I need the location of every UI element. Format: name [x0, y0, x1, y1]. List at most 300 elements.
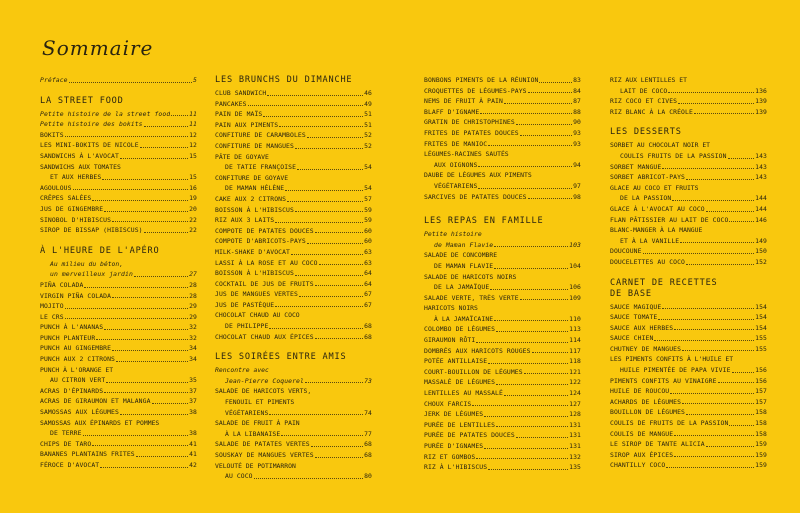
toc-entry-page: 63 — [364, 258, 372, 267]
leader-dots — [144, 232, 188, 233]
toc-entry[interactable] — [40, 333, 197, 344]
toc-entry-label: BONBONS PIMENTS DE LA RÉUNION — [424, 76, 539, 84]
toc-entry-label: CROQUETTES DE LÉGUMES-PAYS — [424, 86, 527, 95]
toc-entry[interactable] — [610, 162, 767, 173]
toc-entry-line[interactable]: SANDWICHS AUX TOMATES — [40, 162, 121, 171]
toc-entry-page: 155 — [755, 344, 767, 353]
toc-entry[interactable] — [40, 183, 197, 194]
toc-entry[interactable] — [40, 109, 197, 120]
leader-dots — [295, 148, 363, 149]
toc-entry-preface[interactable]: Préface 5 — [40, 76, 197, 84]
leader-dots — [694, 113, 754, 114]
toc-entry[interactable] — [215, 226, 372, 237]
toc-entry-page: 118 — [569, 357, 581, 366]
toc-entry[interactable] — [610, 376, 767, 387]
leader-dots — [291, 254, 363, 255]
leader-dots — [496, 426, 568, 427]
section-heading-apero: À L'HEURE DE L'APÉRO — [40, 245, 160, 256]
leader-dots — [287, 201, 363, 202]
toc-entry-label: Petite histoire des bokits — [40, 120, 143, 129]
leader-dots — [112, 297, 188, 298]
leader-dots — [480, 113, 572, 114]
toc-entry-label: GLACE À L'AVOCAT AU COCO — [610, 204, 705, 213]
toc-entry-page: 90 — [573, 118, 581, 127]
toc-entry[interactable] — [424, 377, 581, 388]
toc-entry-label: SOUSKAY DE MANGUES VERTES — [215, 451, 314, 459]
toc-entry-label: DOUCOUNE — [610, 247, 642, 256]
toc-entry-label: DOMBRÉS AUX HARICOTS ROUGES — [424, 346, 531, 355]
leader-dots — [678, 103, 754, 104]
toc-entry-page: 87 — [573, 97, 581, 106]
toc-entry-line[interactable]: SALADE DE CONCOMBRE — [424, 251, 498, 260]
toc-entry[interactable] — [610, 96, 767, 107]
toc-entry-label: CHANTILLY COCO — [610, 461, 666, 470]
toc-entry-page: 59 — [364, 216, 372, 225]
toc-entry-page: 114 — [569, 336, 581, 345]
leader-dots — [706, 211, 754, 212]
toc-entry-line[interactable]: PÂTE DE GOYAVE — [215, 152, 269, 161]
toc-entry[interactable] — [215, 236, 372, 247]
toc-entry[interactable] — [40, 291, 197, 302]
toc-entry-label: SORBET ABRICOT-PAYS — [610, 173, 686, 182]
toc-entry[interactable] — [424, 293, 581, 304]
toc-entry-label: PANCAKES — [215, 99, 247, 108]
toc-entry[interactable]: AU CITRON VERT 35 — [50, 376, 197, 385]
toc-entry-label: SINOBOL D'HIBISCUS — [40, 215, 112, 224]
leader-dots — [120, 414, 188, 415]
brunchs-entries — [215, 88, 372, 152]
toc-entry[interactable] — [424, 409, 581, 420]
toc-entry[interactable] — [40, 386, 197, 397]
toc-entry-line[interactable]: FENOUIL ET PIMENTS — [225, 398, 295, 407]
toc-subtitle-line: Au milieu du béton, — [50, 259, 124, 268]
toc-entry[interactable] — [424, 324, 581, 335]
toc-entry-page: 158 — [755, 429, 767, 438]
toc-entry[interactable]: DE LA PASSION 144 — [620, 194, 767, 203]
leader-dots — [144, 126, 188, 127]
toc-entry[interactable] — [424, 128, 581, 139]
toc-entry-page: 41 — [189, 439, 197, 448]
toc-entry-line[interactable]: SALADE DE FRUIT À PAIN — [215, 419, 300, 428]
toc-entry[interactable] — [424, 96, 581, 107]
toc-entry[interactable]: DE TATIE FRANÇOISE 54 — [225, 163, 372, 172]
leader-dots — [520, 135, 572, 136]
toc-entry[interactable] — [40, 193, 197, 204]
toc-entry[interactable] — [215, 141, 372, 152]
leader-dots — [658, 319, 754, 320]
toc-entry-page: 68 — [364, 440, 372, 449]
toc-entry-line[interactable]: SALADE DE HARICOTS NOIRS — [424, 272, 517, 281]
toc-column-4 — [610, 75, 767, 471]
toc-entry[interactable] — [215, 120, 372, 131]
toc-entry-page: 51 — [364, 110, 372, 119]
toc-entry[interactable] — [424, 86, 581, 97]
toc-entry-label: CLUB SANDWICH — [215, 89, 267, 97]
toc-entry[interactable] — [424, 388, 581, 399]
leader-dots — [248, 105, 364, 106]
toc-entry[interactable] — [610, 429, 767, 440]
toc-entry[interactable] — [40, 407, 197, 418]
toc-entry-page: 131 — [569, 420, 581, 429]
toc-entry[interactable] — [215, 99, 372, 110]
leader-dots — [686, 264, 754, 265]
brunchs-entries-2 — [215, 194, 372, 311]
toc-entry-page: 22 — [189, 226, 197, 235]
toc-entry-page: 11 — [189, 120, 197, 129]
toc-entry[interactable] — [424, 441, 581, 452]
toc-entry-line[interactable]: GLACE AU COCO ET FRUITS — [610, 183, 699, 192]
toc-entry-label: FRITES DE MANIOC — [424, 139, 488, 148]
carnet-entries-2 — [610, 376, 767, 471]
toc-entry-label: RIZ AUX 3 LAITS — [215, 216, 275, 225]
leader-dots — [682, 350, 754, 351]
toc-entry-page: 124 — [569, 389, 581, 398]
toc-entry[interactable] — [40, 312, 197, 323]
toc-entry-label: PUNCH AUX 2 CITRONS — [40, 355, 116, 364]
toc-entry-page: 52 — [364, 141, 372, 150]
toc-entry[interactable] — [40, 119, 197, 130]
desserts-entries-2 — [610, 204, 767, 225]
toc-entry-page: 16 — [189, 183, 197, 192]
leader-dots — [488, 145, 572, 146]
toc-entry[interactable] — [424, 430, 581, 441]
leader-dots — [524, 373, 568, 374]
toc-entry[interactable]: HUILE PIMENTÉE DE PAPA VIVIE 156 — [620, 366, 767, 375]
toc-entry[interactable] — [215, 215, 372, 226]
toc-entry-page: 154 — [755, 302, 767, 311]
toc-entry-apero-story[interactable]: un merveilleux jardin 27 — [50, 270, 197, 279]
toc-entry[interactable]: AU COCO 80 — [225, 472, 372, 481]
toc-entry[interactable]: DE PHILIPPE 68 — [225, 322, 372, 331]
toc-entry[interactable]: VÉGÉTARIENS 74 — [225, 408, 372, 417]
leader-dots — [528, 198, 572, 199]
leader-dots — [65, 308, 188, 309]
toc-entry-label: PURÉE D'IGNAMES — [424, 442, 484, 450]
toc-entry-page: 159 — [755, 450, 767, 459]
toc-entry[interactable] — [40, 225, 197, 236]
toc-entry-label: SAUCE CHIEN — [610, 334, 654, 343]
toc-entry[interactable]: DE TERRE 38 — [50, 429, 197, 438]
leader-dots — [539, 82, 572, 83]
toc-entry-page: 122 — [569, 378, 581, 387]
apero-entries-2 — [40, 386, 197, 418]
leader-dots — [275, 222, 363, 223]
toc-entry-line[interactable]: DAUBE DE LÉGUMES AUX PIMENTS — [424, 171, 532, 180]
leader-dots — [307, 243, 363, 244]
toc-entry[interactable] — [215, 439, 372, 450]
leader-dots — [279, 126, 363, 127]
toc-subtitle-line: Petite histoire — [424, 230, 482, 239]
toc-entry[interactable]: À LA JAMAÏCAINE 110 — [434, 314, 581, 323]
toc-entry[interactable] — [40, 151, 197, 162]
toc-entry-line[interactable]: CONFITURE DE GOYAVE — [215, 173, 289, 182]
toc-entry[interactable]: VÉGÉTARIENS 97 — [434, 181, 581, 190]
toc-entry-label: PUNCH PLANTEUR — [40, 333, 96, 342]
toc-entry[interactable] — [610, 107, 767, 118]
toc-entry-label: PIMENTS CONFITS AU VINAIGRE — [610, 376, 717, 385]
toc-entry[interactable] — [610, 397, 767, 408]
leader-dots — [666, 467, 754, 468]
leader-dots — [104, 329, 188, 330]
toc-entry-page: 156 — [755, 376, 767, 385]
toc-entry-line[interactable]: HARICOTS NOIRS — [424, 304, 478, 313]
toc-entry-label: LES MINI-BOKITS DE NICOLE — [40, 141, 139, 150]
toc-entry[interactable] — [424, 107, 581, 118]
toc-entry-page: 67 — [364, 300, 372, 309]
toc-entry-page: 41 — [189, 450, 197, 459]
toc-entry[interactable] — [610, 257, 767, 268]
toc-entry-page: 113 — [569, 325, 581, 334]
section-heading-soirees: LES SOIRÉES ENTRE AMIS — [215, 352, 347, 363]
toc-entry-page: 20 — [189, 204, 197, 213]
toc-entry[interactable]: ET À LA VANILLE 149 — [620, 236, 767, 245]
toc-entry-page: 159 — [755, 440, 767, 449]
toc-entry[interactable] — [215, 88, 372, 99]
toc-entry[interactable] — [610, 407, 767, 418]
toc-entry[interactable] — [424, 139, 581, 150]
toc-entry-page: 144 — [755, 204, 767, 213]
toc-entry-page: 98 — [573, 192, 581, 201]
toc-entry[interactable] — [424, 420, 581, 431]
toc-entry[interactable] — [610, 344, 767, 355]
toc-entry[interactable]: DE MAMAN HÉLÈNE 54 — [225, 184, 372, 193]
toc-entry-line[interactable]: CHOCOLAT CHAUD AU COCO — [215, 311, 300, 320]
toc-entry-page: 154 — [755, 323, 767, 332]
toc-entry-label: RIZ À L'HIBISCUS — [424, 463, 488, 472]
toc-entry[interactable] — [215, 194, 372, 205]
toc-entry[interactable] — [424, 75, 581, 86]
toc-entry-page: 109 — [569, 293, 581, 302]
toc-entry[interactable]: COULIS FRUITS DE LA PASSION 143 — [620, 151, 767, 160]
leader-dots — [65, 318, 188, 319]
toc-entry[interactable] — [40, 460, 197, 471]
toc-entry[interactable] — [40, 449, 197, 460]
toc-entry[interactable] — [610, 172, 767, 183]
toc-entry[interactable] — [424, 192, 581, 203]
toc-entry-line[interactable]: BLANC-MANGER À LA MANGUE — [610, 226, 703, 235]
leader-dots — [315, 285, 363, 286]
toc-entry-label: BANANES PLANTAINS FRITES — [40, 450, 135, 459]
toc-entry-label: PUNCH À L'ANANAS — [40, 323, 104, 332]
toc-entry-label: LE CRS — [40, 312, 64, 321]
toc-entry[interactable] — [40, 354, 197, 365]
toc-entry[interactable] — [424, 117, 581, 128]
toc-entry-page: 19 — [189, 194, 197, 203]
toc-entry-line[interactable]: SALADE DE HARICOTS VERTS, — [215, 387, 312, 396]
toc-entry-page: 127 — [569, 399, 581, 408]
leader-dots — [152, 403, 189, 404]
toc-entry-page: 159 — [755, 461, 767, 470]
leader-dots — [112, 221, 188, 222]
toc-entry-page: 68 — [364, 451, 372, 459]
toc-entry-page: 88 — [573, 107, 581, 116]
toc-entry[interactable] — [40, 280, 197, 291]
toc-entry-line[interactable]: VELOUTÉ DE POTIMARRON — [215, 461, 296, 470]
toc-entry[interactable]: ET AUX HERBES 15 — [50, 173, 197, 182]
toc-entry-soirees-story[interactable]: Jean-Pierre Coquerel 73 — [225, 376, 372, 385]
toc-entry[interactable] — [424, 399, 581, 410]
toc-entry-label: HUILE DE ROUCOU — [610, 387, 670, 396]
toc-entry-page: 157 — [755, 397, 767, 406]
toc-entry[interactable]: LAIT DE COCO 136 — [620, 86, 767, 95]
toc-entry-label: SAUCE TOMATE — [610, 313, 658, 322]
toc-entry[interactable] — [215, 332, 372, 343]
toc-entry[interactable] — [215, 289, 372, 300]
toc-entry-line[interactable]: RIZ AUX LENTILLES ET — [610, 76, 687, 84]
toc-entry-page: 157 — [755, 387, 767, 396]
toc-entry[interactable] — [610, 418, 767, 429]
leader-dots — [686, 414, 754, 415]
leader-dots — [136, 456, 188, 457]
toc-entry[interactable] — [215, 268, 372, 279]
toc-entry[interactable] — [40, 130, 197, 141]
leader-dots — [295, 211, 363, 212]
street-food-entries-2 — [40, 183, 197, 236]
toc-entry[interactable] — [215, 279, 372, 290]
page-title: Sommaire — [42, 36, 154, 60]
soirees-entries — [215, 439, 372, 460]
toc-entry-page: 131 — [569, 442, 581, 450]
leader-dots — [662, 308, 754, 309]
toc-entry-page: 34 — [189, 344, 197, 353]
toc-entry[interactable] — [40, 343, 197, 354]
toc-entry-page: 143 — [755, 173, 767, 182]
toc-entry[interactable] — [215, 130, 372, 141]
toc-entry[interactable] — [40, 439, 197, 450]
toc-entry[interactable] — [215, 450, 372, 461]
toc-entry-famille-story[interactable]: de Maman Flavie 103 — [434, 240, 581, 249]
toc-entry-label: FRITES DE PATATES DOUCES — [424, 128, 519, 137]
toc-entry[interactable] — [610, 302, 767, 313]
toc-entry[interactable] — [215, 247, 372, 258]
toc-entry[interactable] — [215, 258, 372, 269]
toc-entry[interactable] — [610, 333, 767, 344]
leader-dots — [686, 179, 754, 180]
toc-entry[interactable] — [215, 109, 372, 120]
leader-dots — [674, 456, 754, 457]
toc-entry-page: 46 — [364, 89, 372, 97]
leader-dots — [516, 437, 568, 438]
toc-entry[interactable] — [610, 246, 767, 257]
toc-entry[interactable] — [40, 215, 197, 226]
toc-entry-label: COMPOTE DE PATATES DOUCES — [215, 226, 314, 235]
leader-dots — [484, 416, 568, 417]
toc-entry-page: 158 — [755, 419, 767, 428]
toc-entry-page: 152 — [755, 257, 767, 266]
toc-entry[interactable] — [424, 356, 581, 367]
toc-entry[interactable] — [610, 204, 767, 215]
toc-entry[interactable] — [40, 204, 197, 215]
leader-dots — [504, 103, 572, 104]
toc-entry-page: 29 — [189, 312, 197, 321]
famille-entries — [424, 293, 581, 304]
leader-dots — [528, 92, 572, 93]
toc-entry-line[interactable]: SORBET AU CHOCOLAT NOIR ET — [610, 141, 711, 150]
toc-entry[interactable] — [215, 205, 372, 216]
toc-entry[interactable] — [424, 367, 581, 378]
toc-entry-line[interactable]: LÉGUMES-RACINES SAUTÉS — [424, 150, 509, 159]
carnet-entries — [610, 302, 767, 355]
toc-entry[interactable] — [40, 140, 197, 151]
toc-entry[interactable]: DE LA JAMAÏQUE 106 — [434, 283, 581, 292]
toc-entry[interactable] — [610, 460, 767, 471]
leader-dots — [319, 264, 363, 265]
toc-entry[interactable] — [215, 300, 372, 311]
toc-entry[interactable] — [424, 452, 581, 463]
toc-entry-label: CAKE AUX 2 CITRONS — [215, 194, 287, 203]
toc-entry-page: 121 — [569, 367, 581, 376]
toc-entry-page: 139 — [755, 107, 767, 116]
toc-column-3 — [424, 75, 581, 473]
col4-entries — [610, 96, 767, 117]
toc-entry-page: 128 — [569, 410, 581, 419]
toc-entry-line[interactable]: LES PIMENTS CONFITS À L'HUILE ET — [610, 355, 734, 364]
toc-entry[interactable] — [610, 215, 767, 226]
leader-dots — [488, 363, 568, 364]
toc-entry[interactable] — [610, 386, 767, 397]
leader-dots — [295, 275, 363, 276]
toc-entry-label: PIÑA COLADA — [40, 280, 84, 289]
toc-entry[interactable]: DE MAMAN FLAVIE 104 — [434, 261, 581, 270]
leader-dots — [532, 352, 569, 353]
toc-entry-label: RIZ BLANC À LA CRÉOLE — [610, 107, 693, 116]
street-food-entries — [40, 109, 197, 162]
toc-entry[interactable] — [424, 462, 581, 473]
toc-entry-label: PAIN AUX PIMENTS — [215, 120, 279, 129]
toc-entry[interactable] — [40, 396, 197, 407]
toc-entry[interactable]: À LA LIBANAISE 77 — [225, 429, 372, 438]
leader-dots — [104, 211, 188, 212]
toc-entry[interactable] — [610, 439, 767, 450]
leader-dots — [682, 403, 754, 404]
apero-entries — [40, 280, 197, 365]
toc-entry-label: JUS DE MANGUES VERTES — [215, 290, 298, 299]
toc-entry-label: FÉROCE D'AVOCAT — [40, 461, 100, 469]
toc-entry-label: CHIPS DE TARO — [40, 439, 92, 448]
toc-entry[interactable]: AUX OIGNONS 94 — [434, 160, 581, 169]
toc-entry[interactable] — [40, 301, 197, 312]
toc-entry-page: 67 — [364, 290, 372, 299]
toc-entry[interactable] — [610, 323, 767, 334]
toc-entry[interactable] — [610, 450, 767, 461]
toc-entry-label: MOJITO — [40, 302, 64, 311]
toc-entry-page: 64 — [364, 269, 372, 278]
toc-entry[interactable] — [40, 322, 197, 333]
toc-entry-label: BLAFF D'IGNAME — [424, 107, 480, 116]
toc-entry-page: 28 — [189, 291, 197, 300]
toc-entry-label: CHOUX FARCIS — [424, 399, 472, 408]
toc-entry-page: 143 — [755, 162, 767, 171]
toc-entry-page: 60 — [364, 237, 372, 246]
toc-entry-page: 12 — [189, 130, 197, 139]
leader-dots — [662, 168, 754, 169]
leader-dots — [92, 200, 188, 201]
toc-entry-label: CHOCOLAT CHAUD AUX ÉPICES — [215, 332, 314, 341]
toc-entry-page: 37 — [189, 397, 197, 406]
toc-entry-label: BOUILLON DE LÉGUMES — [610, 408, 686, 417]
toc-entry-page: 93 — [573, 139, 581, 148]
toc-entry-line[interactable]: PUNCH À L'ORANGE ET — [40, 365, 114, 374]
toc-entry[interactable] — [424, 346, 581, 357]
leader-dots — [311, 446, 363, 447]
toc-entry-line[interactable]: SAMOSSAS AUX ÉPINARDS ET POMMES — [40, 418, 160, 427]
toc-entry-label: MASSALÉ DE LÉGUMES — [424, 378, 496, 387]
toc-entry[interactable] — [610, 312, 767, 323]
section-heading-street-food: LA STREET FOOD — [40, 95, 124, 106]
toc-entry-label: ACHARDS DE LÉGUMES — [610, 397, 682, 406]
toc-entry[interactable] — [424, 335, 581, 346]
toc-entry-label: POTÉE ANTILLAISE — [424, 357, 488, 366]
